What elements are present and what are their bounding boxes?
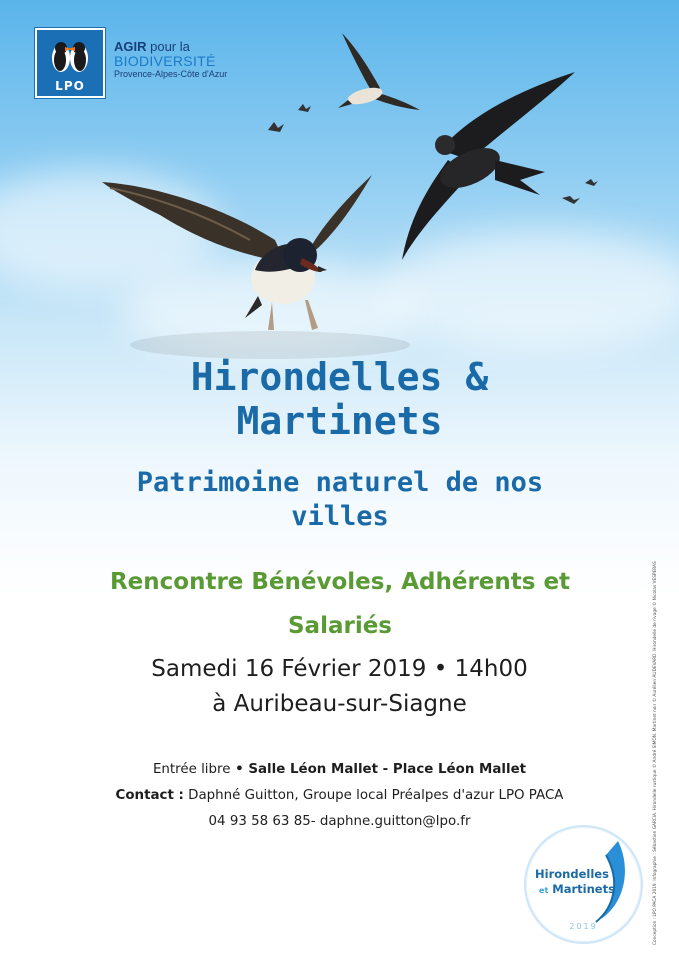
subtitle-line-1: Patrimoine naturel de nos bbox=[136, 467, 544, 498]
swallow-small-illustration bbox=[338, 33, 420, 110]
badge-line-2-wrap bbox=[532, 882, 622, 896]
event-subtitle bbox=[40, 466, 640, 534]
distant-bird bbox=[585, 179, 598, 186]
venue-line bbox=[0, 757, 679, 783]
event-date-place bbox=[0, 652, 679, 722]
subtitle-line-2: villes bbox=[291, 501, 389, 532]
meeting-heading bbox=[40, 560, 640, 648]
bullet-separator: • bbox=[230, 762, 249, 777]
badge-year: 2019 bbox=[569, 922, 598, 931]
badge-line-1: Hirondelles bbox=[535, 867, 609, 881]
logo-brand-text: LPO bbox=[55, 79, 85, 93]
distant-bird bbox=[268, 122, 284, 132]
pour-la-text: pour la bbox=[146, 39, 190, 54]
swift-illustration bbox=[402, 72, 575, 260]
swallow-illustration bbox=[102, 175, 372, 330]
title-line-2: Martinets bbox=[236, 399, 443, 443]
agir-text: AGIR bbox=[114, 39, 147, 54]
venue-text: Salle Léon Mallet - Place Léon Mallet bbox=[248, 762, 527, 777]
event-date: Samedi 16 Février 2019 • 14h00 bbox=[151, 656, 528, 682]
event-info bbox=[0, 757, 679, 835]
event-badge bbox=[524, 825, 643, 944]
birds-illustration bbox=[0, 0, 679, 360]
contact-text: Daphné Guitton, Groupe local Préalpes d'azur LPO PACA bbox=[183, 788, 564, 803]
photo-credits: Conception : LPO PACA 2019. Infographie : Sébastien GARCIA. Hirondelle rustique © André SIMON. Martinet noir © Aurélien AUDEVARD. Hirondelle de rivage © Nicolas VESPERAS bbox=[653, 561, 658, 945]
badge-connector: et bbox=[539, 886, 549, 895]
event-place: à Auribeau-sur-Siagne bbox=[212, 691, 467, 717]
title-line-1: Hirondelles & bbox=[190, 355, 489, 399]
distant-bird bbox=[298, 104, 311, 112]
badge-line-2: Martinets bbox=[552, 882, 615, 896]
meeting-line-1: Rencontre Bénévoles, Adhérents et bbox=[109, 569, 571, 595]
contact-label: Contact : bbox=[115, 788, 184, 803]
biodiversite-text: BIODIVERSITÉ bbox=[114, 53, 216, 69]
distant-bird bbox=[562, 196, 580, 204]
event-title bbox=[0, 355, 679, 443]
entry-text: Entrée libre bbox=[152, 762, 231, 777]
phone-email: 04 93 58 63 85- daphne.guitton@lpo.fr bbox=[208, 814, 471, 829]
meeting-line-2: Salariés bbox=[287, 613, 392, 639]
contact-line bbox=[0, 783, 679, 809]
region-text: Provence-Alpes-Côte d'Azur bbox=[114, 69, 228, 79]
